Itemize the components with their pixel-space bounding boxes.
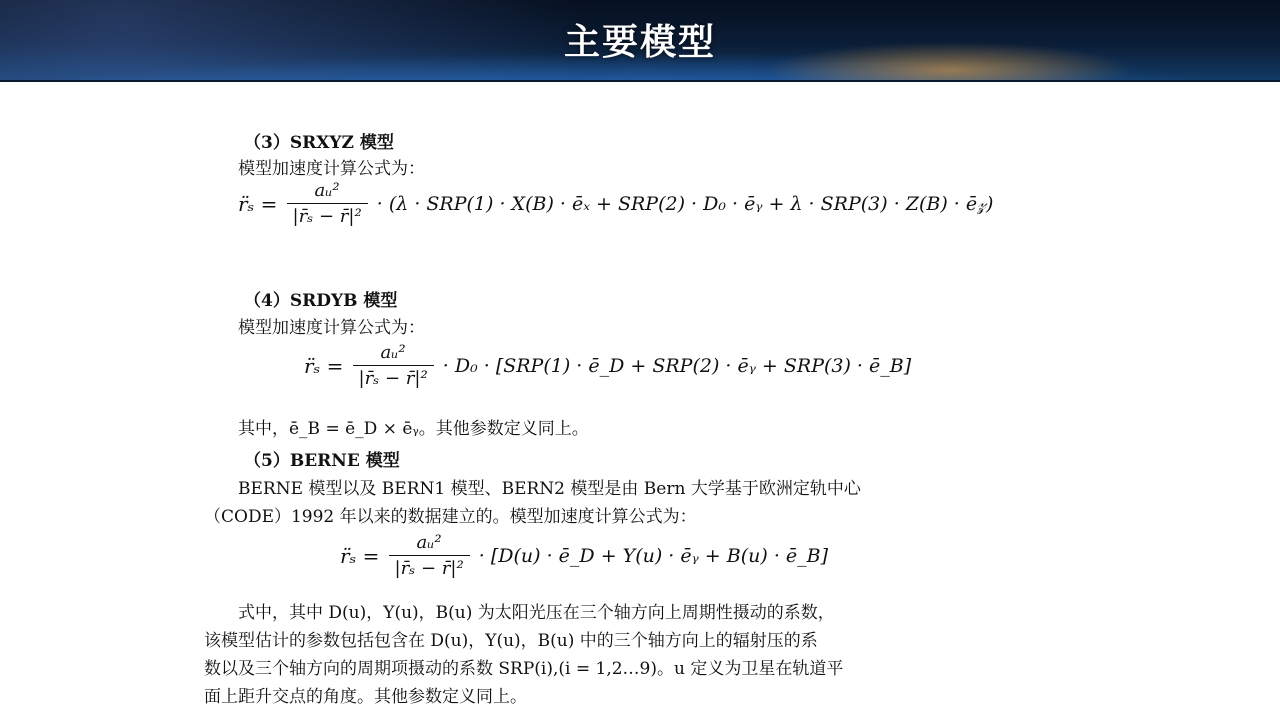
- title-banner: [0, 0, 1280, 82]
- formula-rhs: · D₀ · [SRP(1) · ē_D + SRP(2) · ēᵧ + SRP(3) · ē_B]: [442, 354, 912, 377]
- fraction-numerator: aᵤ²: [353, 342, 434, 366]
- section4-intro: 模型加速度计算公式为：: [238, 318, 425, 338]
- section5-paragraph1-line1: BERNE 模型以及 BERN1 模型、BERN2 模型是由 Bern 大学基于欧洲定轨中心: [238, 479, 861, 499]
- section4-heading: （4）SRDYB 模型: [244, 291, 398, 311]
- section4-formula: [304, 342, 911, 389]
- section5-paragraph2-line1: 式中，其中 D(u)，Y(u)，B(u) 为太阳光压在三个轴方向上周期性摄动的系数，: [238, 603, 835, 623]
- formula-fraction: [389, 532, 470, 579]
- formula-lhs: r̈ₛ =: [304, 353, 344, 378]
- fraction-numerator: aᵤ²: [287, 180, 368, 204]
- formula-lhs: r̈ₛ =: [238, 191, 278, 216]
- fraction-numerator: aᵤ²: [389, 532, 470, 556]
- formula-lhs: r̈ₛ =: [340, 543, 380, 568]
- formula-rhs: · (λ · SRP(1) · X(B) · ēₓ + SRP(2) · D₀ · ēᵧ + λ · SRP(3) · Z(B) · ē𝓏): [376, 192, 994, 215]
- section5-formula: [340, 532, 828, 579]
- fraction-denominator: |r̄ₛ − r̄|²: [292, 206, 362, 227]
- formula-fraction: [287, 180, 368, 227]
- fraction-denominator: |r̄ₛ − r̄|²: [394, 558, 464, 579]
- formula-fraction: [353, 342, 434, 389]
- section5-paragraph2-line3: 数以及三个轴方向的周期项摄动的系数 SRP(i),(i = 1,2…9)。u 定义为卫星在轨道平: [204, 659, 844, 679]
- section3-heading: （3）SRXYZ 模型: [244, 133, 394, 153]
- section4-note: 其中，ē_B = ē_D × ēᵧ。其他参数定义同上。: [238, 419, 589, 439]
- section5-paragraph2-line4: 面上距升交点的角度。其他参数定义同上。: [204, 687, 527, 707]
- fraction-denominator: |r̄ₛ − r̄|²: [358, 368, 428, 389]
- page-title: 主要模型: [563, 22, 716, 63]
- section3-formula: [238, 180, 993, 227]
- formula-rhs: · [D(u) · ē_D + Y(u) · ēᵧ + B(u) · ē_B]: [478, 544, 829, 567]
- document-content: [0, 80, 1280, 720]
- section5-paragraph2-line2: 该模型估计的参数包括包含在 D(u)，Y(u)，B(u) 中的三个轴方向上的辐射压的系: [204, 631, 818, 651]
- section3-intro: 模型加速度计算公式为：: [238, 159, 425, 179]
- section5-paragraph1-line2: （CODE）1992 年以来的数据建立的。模型加速度计算公式为：: [204, 507, 697, 527]
- section5-heading: （5）BERNE 模型: [244, 451, 400, 471]
